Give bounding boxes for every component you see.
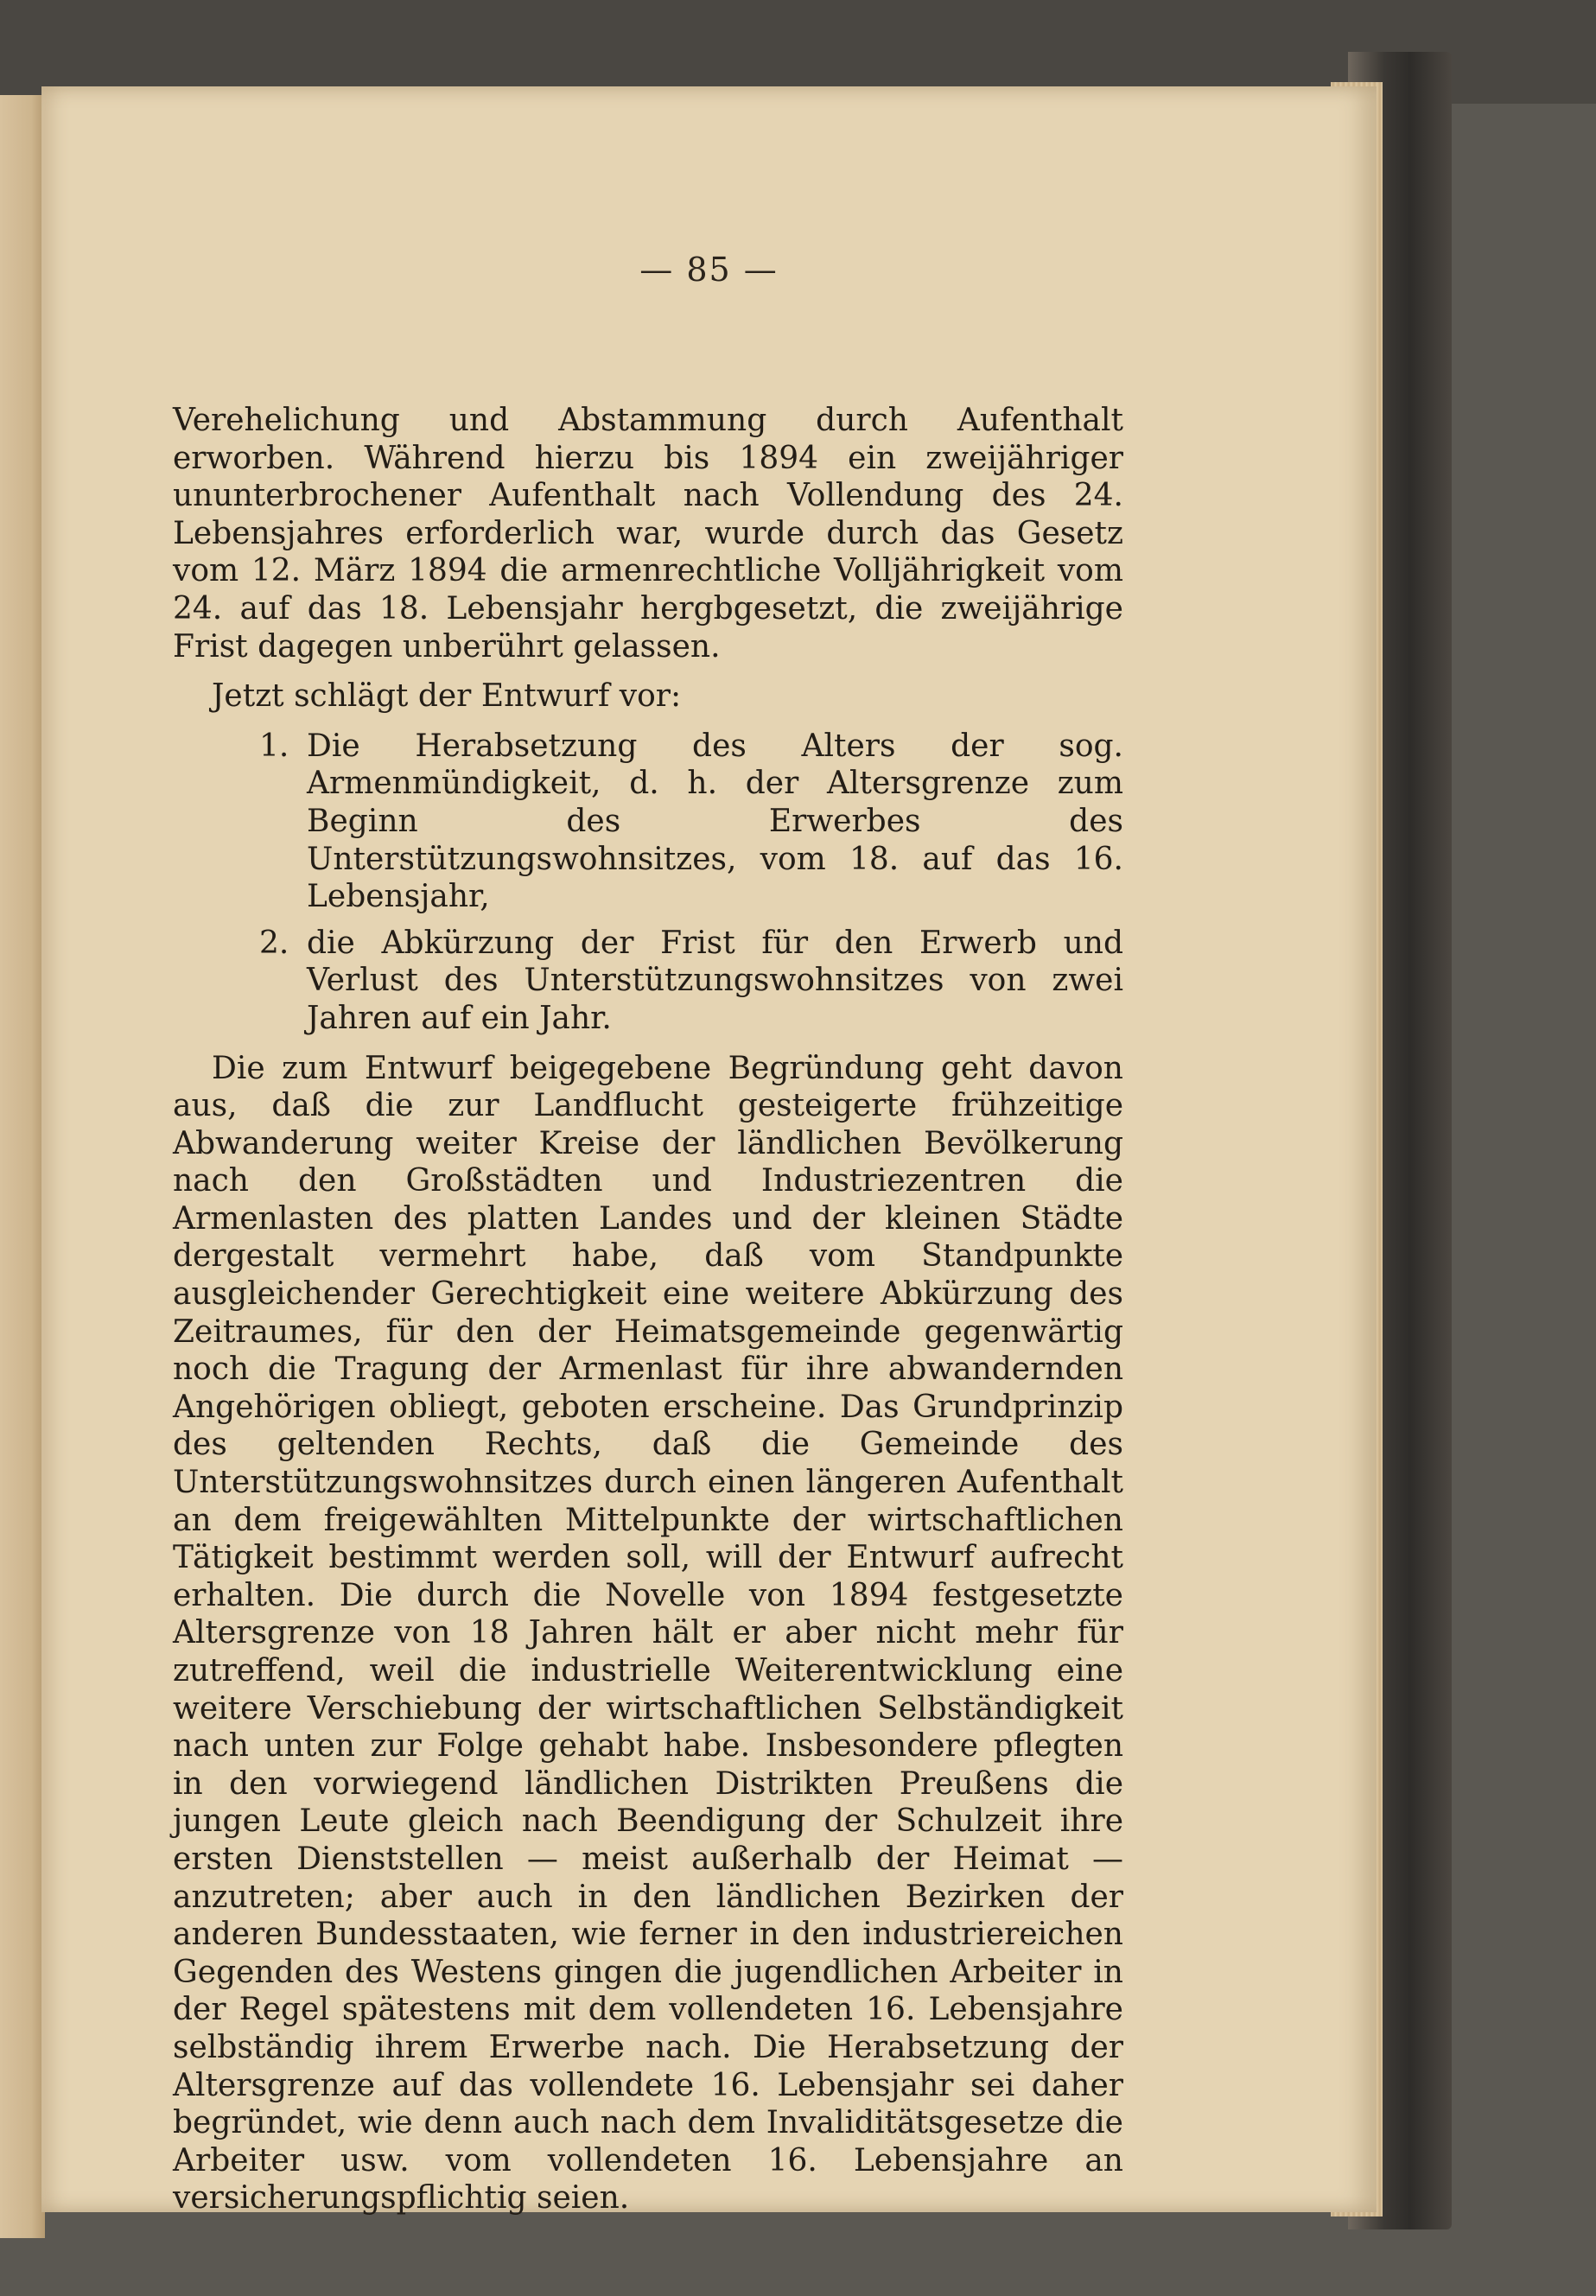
paragraph-intro: Verehelichung und Abstammung durch Aufenthalt erworben. Während hierzu bis 1894 ein zweijähriger ununterbrochener Aufenthalt nach Vollendung des 24. Lebensjahres erforderlich war, wurde durch das Gesetz vom 12. März 1894 die armenrechtliche Volljährigkeit vom 24. auf das 18. Lebensjahr hergbgesetzt, die zweijährige Frist dagegen unberührt gelassen.	[173, 403, 1123, 665]
list-item	[173, 925, 1123, 1038]
paragraph-proposal: Jetzt schlägt der Entwurf vor:	[212, 678, 682, 715]
list-item	[173, 728, 1123, 916]
page-number: — 85 —	[639, 251, 779, 289]
list-item-number: 1.	[259, 728, 289, 764]
paragraph-justification: Die zum Entwurf beigegebene Begründung geht davon aus, daß die zur Landflucht gesteigerte frühzeitige Abwanderung weiter Kreise der ländlichen Bevölkerung nach den Großstädten und Industriezentren die Armenlasten des platten Landes und der kleinen Städte dergestalt vermehrt habe, daß vom Standpunkte ausgleichender Gerechtigkeit eine weitere Abkürzung des Zeitraumes, für den der Heimatsgemeinde gegenwärtig noch die Tragung der Armenlast für ihre abwandernden Angehörigen obliegt, geboten erscheine. Das Grundprinzip des geltenden Rechts, daß die Gemeinde des Unterstützungswohnsitzes durch einen längeren Aufenthalt an dem freigewählten Mittelpunkte der wirtschaftlichen Tätigkeit bestimmt werden soll, will der Entwurf aufrecht erhalten. Die durch die Novelle von 1894 festgesetzte Altersgrenze von 18 Jahren hält er aber nicht mehr für zutreffend, weil die industrielle Weiterentwicklung eine weitere Verschiebung der wirtschaftlichen Selbständigkeit nach unten zur Folge gehabt habe. Insbesondere pflegten in den vorwiegend ländlichen Distrikten Preußens die jungen Leute gleich nach Beendigung der Schulzeit ihre ersten Dienststellen — meist außerhalb der Heimat — anzutreten; aber auch in den ländlichen Bezirken der anderen Bundesstaaten, wie ferner in den industriereichen Gegenden des Westens gingen die jugendlichen Arbeiter in der Regel spätestens mit dem vollendeten 16. Lebensjahre selbständig ihrem Erwerbe nach. Die Herabsetzung der Altersgrenze auf das vollendete 16. Lebensjahr sei daher begründet, wie denn auch nach dem Invaliditätsgesetze die Arbeiter usw. vom vollendeten 16. Lebensjahre an versicherungspflichtig seien.	[173, 1050, 1123, 2216]
page-body	[173, 402, 1123, 2217]
list-item-text: die Abkürzung der Frist für den Erwerb und Verlust des Unterstützungswohnsitzes von zwei Jahren auf ein Jahr.	[307, 925, 1123, 1036]
list-item-text: Die Herabsetzung des Alters der sog. Armenmündigkeit, d. h. der Altersgrenze zum Beginn des Erwerbes des Unterstützungswohnsitzes, vom 18. auf das 16. Lebensjahr,	[307, 728, 1123, 915]
left-page-edge	[0, 95, 45, 2238]
list-item-number: 2.	[259, 925, 289, 961]
proposal-list	[173, 728, 1123, 1038]
book-page	[41, 86, 1377, 2216]
